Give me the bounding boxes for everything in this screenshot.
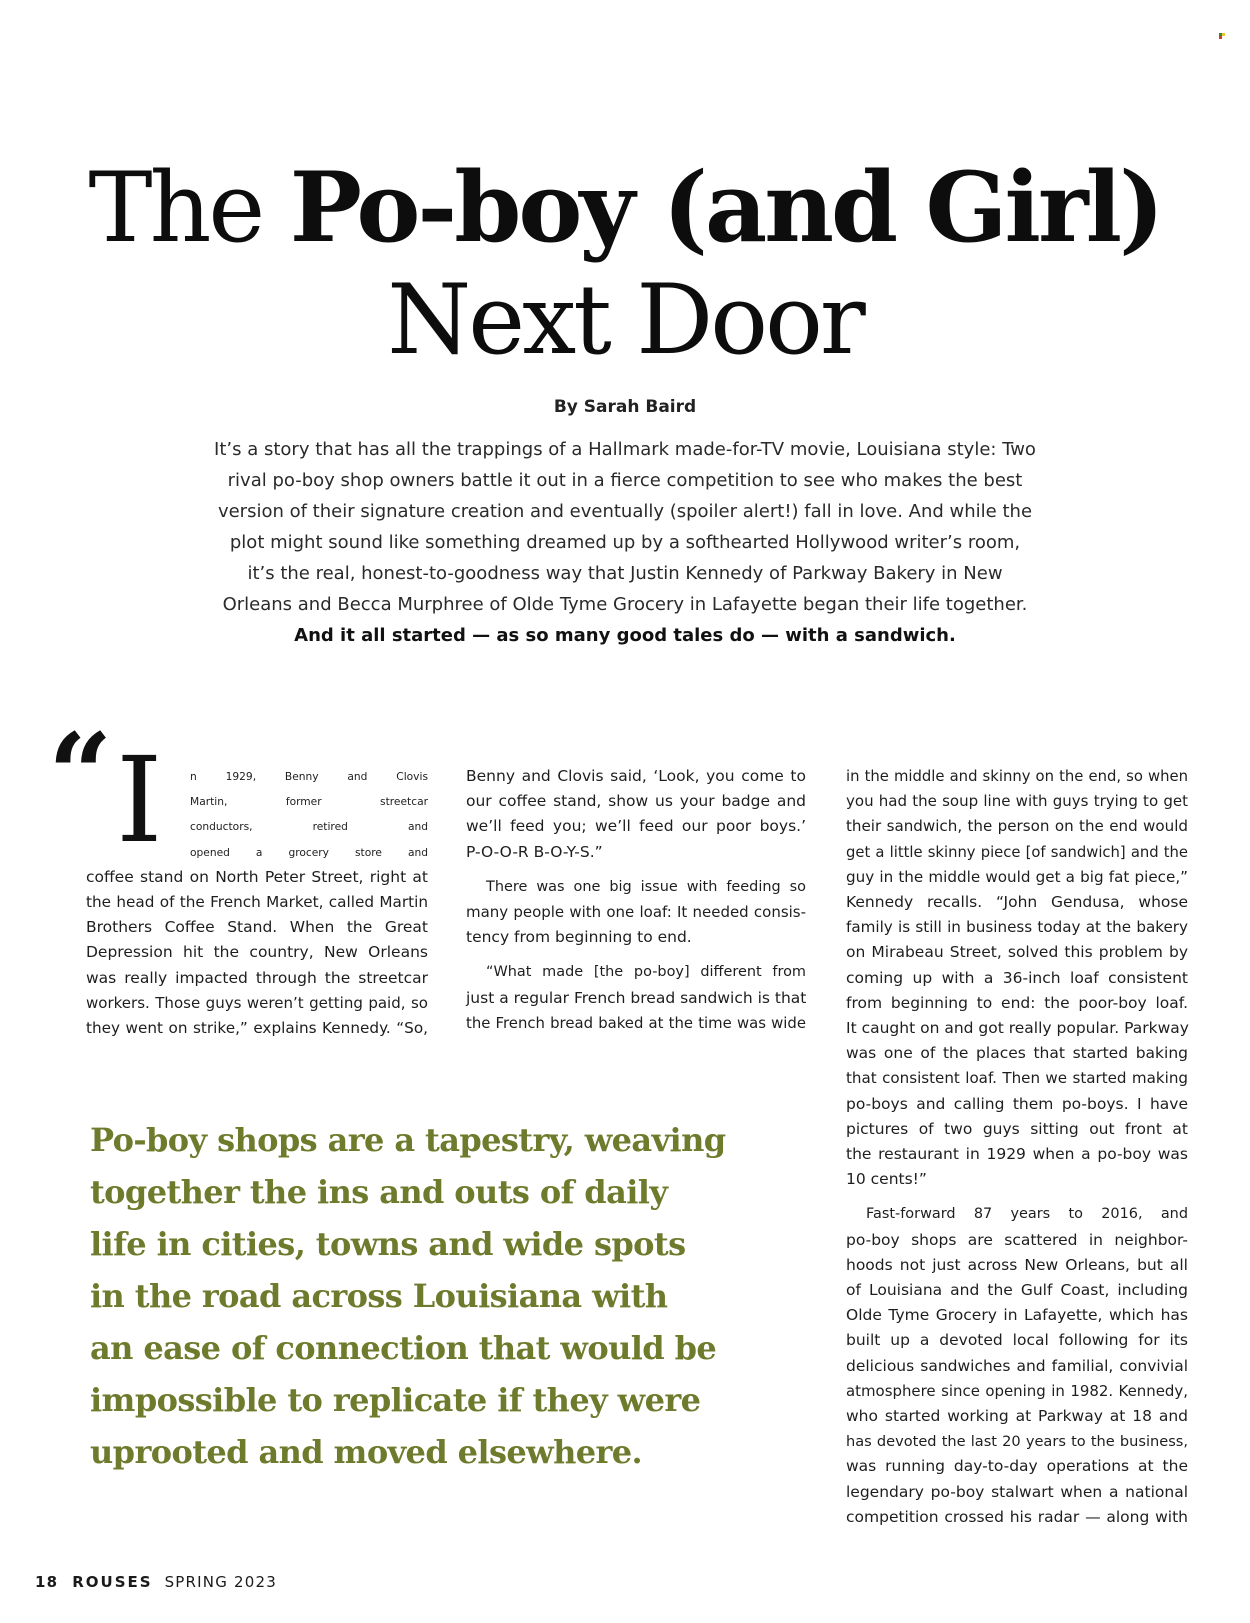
page-footer xyxy=(35,1572,277,1592)
body-line: who started working at Parkway at 18 and xyxy=(846,1407,1188,1426)
body-line: n 1929, Benny and Clovis xyxy=(190,770,428,783)
body-paragraph xyxy=(466,764,806,865)
body-line: atmosphere since opening in 1982. Kennedy, xyxy=(846,1381,1188,1400)
body-line: you had the soup line with guys trying to get xyxy=(846,792,1188,811)
body-line: has devoted the last 20 years to the business, xyxy=(846,1433,1188,1451)
pull-quote-line: life in cities, towns and wide spots xyxy=(90,1225,686,1263)
body-line: Kennedy recalls. “John Gendusa, whose xyxy=(846,893,1188,912)
body-column-2 xyxy=(466,764,806,1036)
intro-line: it’s the real, honest-to-goodness way that Justin Kennedy of Parkway Bakery in New xyxy=(247,563,1003,584)
body-line: Benny and Clovis said, ‘Look, you come to xyxy=(466,767,806,785)
body-line: on Mirabeau Street, solved this problem by xyxy=(846,943,1188,962)
body-line: “What made [the po-boy] different from xyxy=(486,964,806,981)
body-line: get a little skinny piece [of sandwich] and the xyxy=(846,843,1188,861)
body-line: There was one big issue with feeding so xyxy=(486,878,806,895)
body-line: family is still in business today at the bakery xyxy=(846,918,1188,937)
pull-quote xyxy=(90,1114,810,1478)
headline-line-2: Next Door xyxy=(387,264,863,376)
body-paragraph xyxy=(86,764,428,1041)
body-line: the French bread baked at the time was wide xyxy=(466,1013,806,1032)
body-line: coffee stand on North Peter Street, right at xyxy=(86,867,428,886)
body-line: Depression hit the country, New Orleans xyxy=(86,943,428,962)
body-line: the head of the French Market, called Martin xyxy=(86,893,428,912)
intro-paragraph xyxy=(150,434,1100,651)
headline-line-1 xyxy=(0,152,1250,264)
magazine-brand: ROUSES xyxy=(72,1573,153,1591)
body-line: they went on strike,” explains Kennedy. “So, xyxy=(86,1019,428,1038)
page-number: 18 xyxy=(35,1573,59,1591)
body-line: po-boy shops are scattered in neighbor- xyxy=(846,1230,1188,1249)
intro-line: rival po-boy shop owners battle it out in a fierce competition to see who makes the best xyxy=(227,470,1023,491)
body-line: legendary po-boy stalwart when a national xyxy=(846,1482,1188,1501)
body-paragraph xyxy=(466,875,806,951)
body-paragraph xyxy=(846,1202,1188,1530)
body-line: Brothers Coffee Stand. When the Great xyxy=(86,918,428,937)
body-line: workers. Those guys weren’t getting paid, so xyxy=(86,993,428,1012)
headline-bold-phrase: Po-boy (and Girl) xyxy=(289,151,1162,264)
body-line: built up a devoted local following for its xyxy=(846,1331,1188,1350)
body-line: P-O-O-R B-O-Y-S.” xyxy=(466,842,603,861)
body-line: in the middle and skinny on the end, so when xyxy=(846,768,1188,785)
body-line: competition crossed his radar — along with xyxy=(846,1507,1188,1526)
body-column-1 xyxy=(86,764,428,1041)
intro-line: version of their signature creation and eventually (spoiler alert!) fall in love. And while the xyxy=(217,501,1033,522)
body-line: opened a grocery store and xyxy=(190,845,428,859)
pull-quote-line: impossible to replicate if they were xyxy=(90,1381,701,1419)
pull-quote-line: uprooted and moved elsewhere. xyxy=(90,1433,643,1471)
body-line: delicious sandwiches and familial, convivial xyxy=(846,1356,1188,1375)
pull-quote-line: in the road across Louisiana with xyxy=(90,1277,668,1315)
body-line: we’ll feed you; we’ll feed our poor boys.’ xyxy=(466,817,806,836)
magazine-issue: SPRING 2023 xyxy=(164,1573,277,1591)
body-line: the restaurant in 1929 when a po-boy was xyxy=(846,1145,1188,1164)
body-line: coming up with a 36-inch loaf consistent xyxy=(846,968,1188,987)
dropcap-quote-mark: “ xyxy=(48,710,99,841)
body-paragraph xyxy=(466,960,806,1036)
body-line: conductors, retired and xyxy=(190,820,428,834)
dropcap-letter: I xyxy=(116,731,163,869)
body-line: was one of the places that started baking xyxy=(846,1044,1188,1063)
color-registration-mark xyxy=(1219,33,1226,40)
pull-quote-line: Po-boy shops are a tapestry, weaving xyxy=(90,1121,726,1159)
headline-plain-word: The xyxy=(88,152,263,264)
intro-line: Orleans and Becca Murphree of Olde Tyme Grocery in Lafayette began their life together. xyxy=(222,594,1028,615)
body-line: that consistent loaf. Then we started making xyxy=(846,1069,1188,1088)
body-line: pictures of two guys sitting out front at xyxy=(846,1119,1188,1138)
body-line: from beginning to end: the poor-boy loaf. xyxy=(846,993,1188,1012)
body-line: Fast-forward 87 years to 2016, and xyxy=(866,1206,1188,1223)
body-line: of Louisiana and the Gulf Coast, including xyxy=(846,1281,1188,1300)
intro-line: plot might sound like something dreamed up by a softhearted Hollywood writer’s room, xyxy=(229,532,1021,553)
body-line: Olde Tyme Grocery in Lafayette, which has xyxy=(846,1306,1188,1325)
intro-closing-line: And it all started — as so many good tales do — with a sandwich. xyxy=(294,625,956,646)
body-line: tency from beginning to end. xyxy=(466,928,692,947)
body-line: guy in the middle would get a big fat piece,” xyxy=(846,867,1188,886)
body-line: It caught on and got really popular. Parkway xyxy=(846,1019,1189,1038)
article-headline xyxy=(0,152,1250,376)
byline: By Sarah Baird xyxy=(553,397,697,417)
body-line: just a regular French bread sandwich is that xyxy=(466,988,807,1007)
pull-quote-line: an ease of connection that would be xyxy=(90,1329,717,1367)
body-line: Martin, former streetcar xyxy=(190,795,428,809)
body-line: our coffee stand, show us your badge and xyxy=(466,792,806,811)
body-line: their sandwich, the person on the end would xyxy=(846,817,1188,836)
intro-line: It’s a story that has all the trappings of a Hallmark made-for-TV movie, Louisiana style: Two xyxy=(214,439,1036,460)
body-line: was really impacted through the streetcar xyxy=(86,968,428,987)
body-line: many people with one loaf: It needed consis- xyxy=(466,903,806,922)
body-line: was running day-to-day operations at the xyxy=(846,1457,1188,1476)
body-column-3 xyxy=(846,764,1188,1530)
body-line: hoods not just across New Orleans, but all xyxy=(846,1255,1188,1274)
pull-quote-line: together the ins and outs of daily xyxy=(90,1173,668,1211)
body-paragraph xyxy=(846,764,1188,1192)
body-line: 10 cents!” xyxy=(846,1170,927,1189)
body-line: po-boys and calling them po-boys. I have xyxy=(846,1094,1188,1113)
